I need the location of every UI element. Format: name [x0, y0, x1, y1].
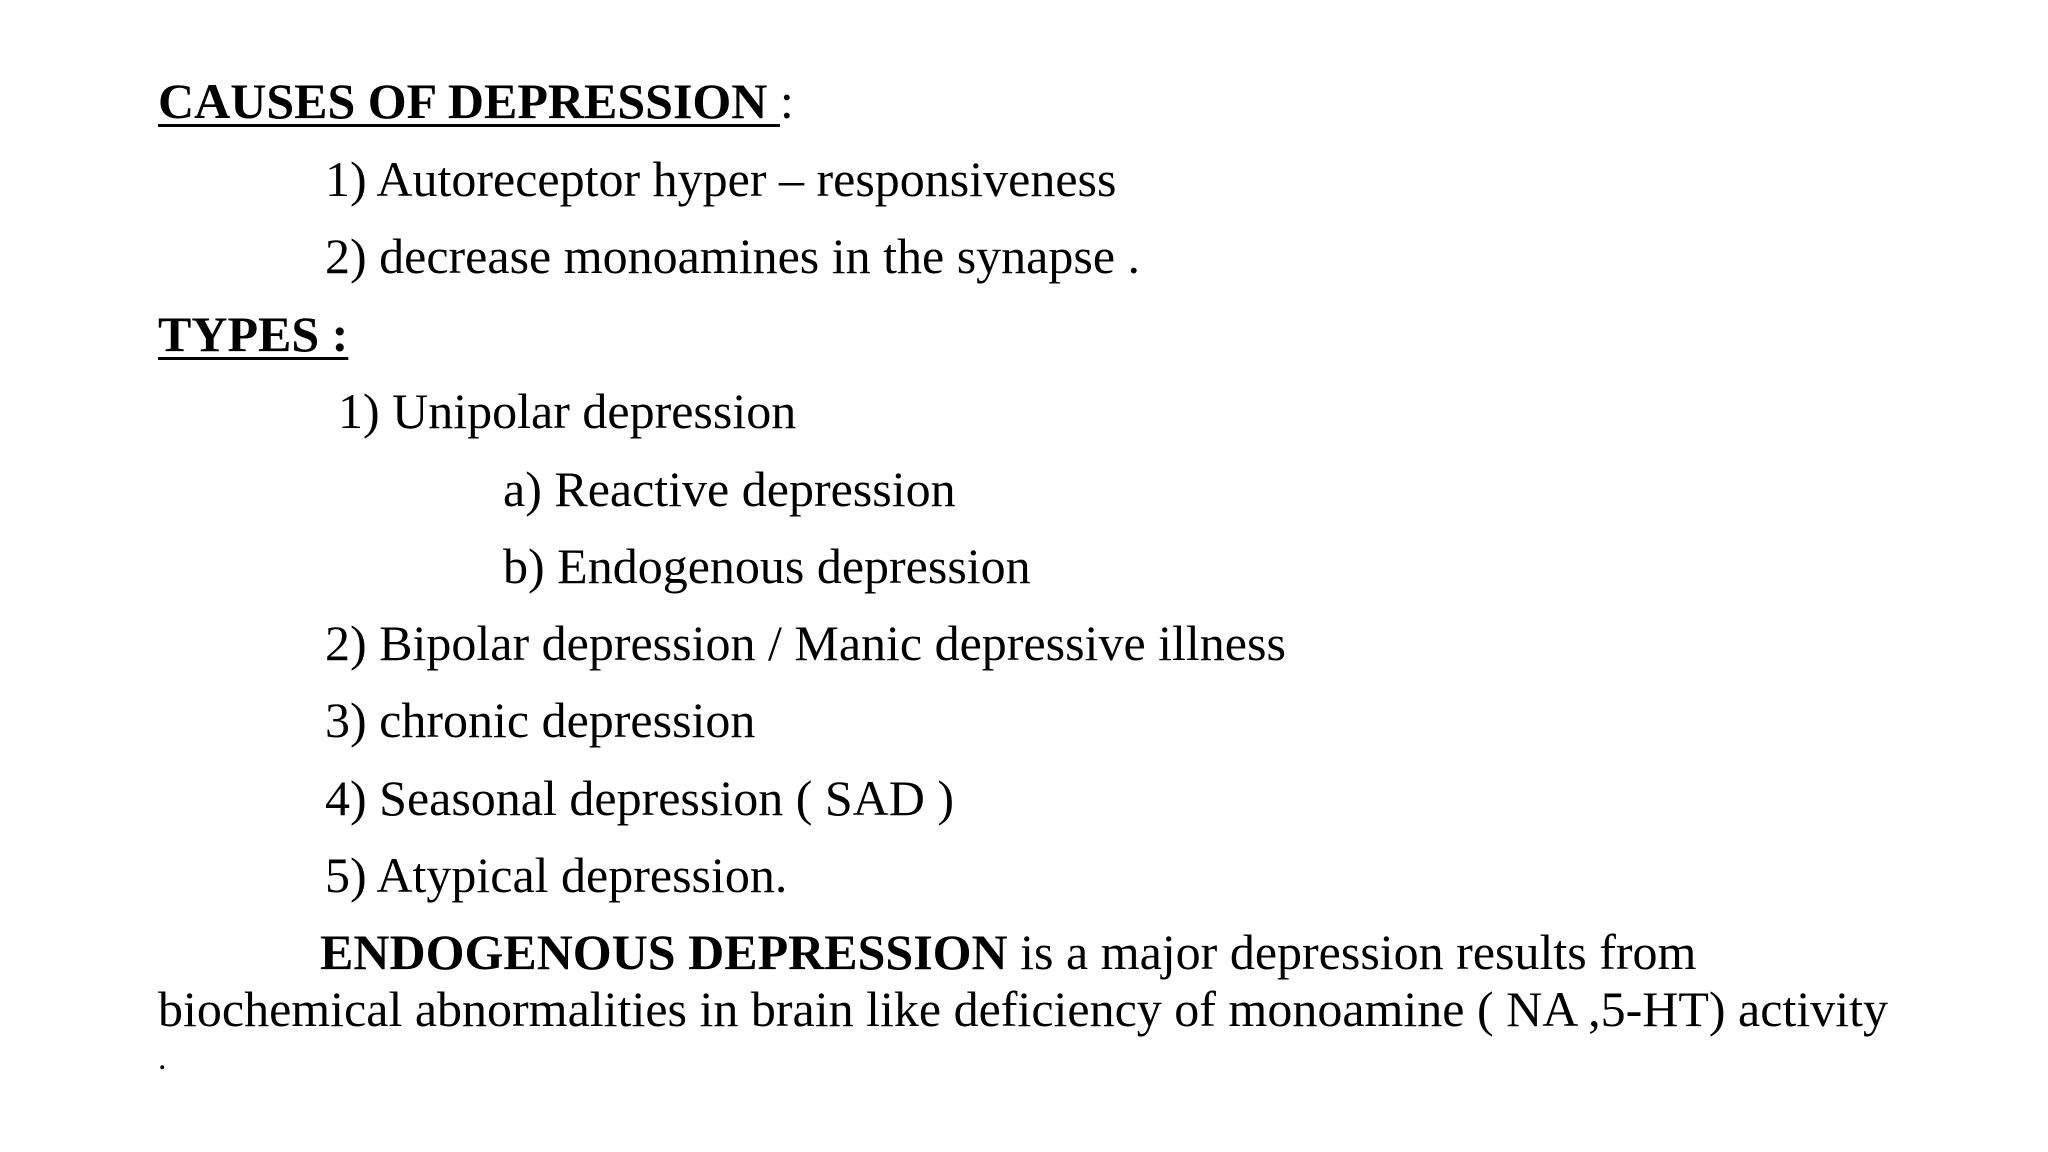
type-item-chronic: 3) chronic depression: [325, 692, 756, 748]
type-item-unipolar: 1) Unipolar depression: [338, 383, 797, 439]
endogenous-term: ENDOGENOUS DEPRESSION: [320, 924, 1008, 980]
cause-item-2: 2) decrease monoamines in the synapse .: [325, 228, 1141, 284]
type-subitem-endogenous: b) Endogenous depression: [503, 538, 1031, 594]
cause-item-1: 1) Autoreceptor hyper – responsiveness: [325, 151, 1117, 207]
causes-heading-text: CAUSES OF DEPRESSION: [158, 73, 780, 129]
endogenous-paragraph-line-1: [320, 923, 1696, 981]
endogenous-paragraph-line-3: .: [158, 1040, 167, 1077]
type-item-bipolar: 2) Bipolar depression / Manic depressive illness: [325, 615, 1286, 671]
type-subitem-reactive: a) Reactive depression: [503, 461, 956, 517]
types-heading: [158, 305, 348, 363]
endogenous-paragraph-line-2: biochemical abnormalities in brain like deficiency of monoamine ( NA ,5-HT) activity: [158, 981, 1889, 1037]
causes-heading-colon: :: [779, 73, 794, 129]
endogenous-line-1-rest: is a major depression results from: [1007, 924, 1697, 980]
type-item-seasonal: 4) Seasonal depression ( SAD ): [325, 770, 955, 826]
types-heading-text: TYPES :: [158, 306, 349, 362]
type-item-atypical: 5) Atypical depression.: [325, 847, 788, 903]
causes-heading: [158, 72, 794, 130]
